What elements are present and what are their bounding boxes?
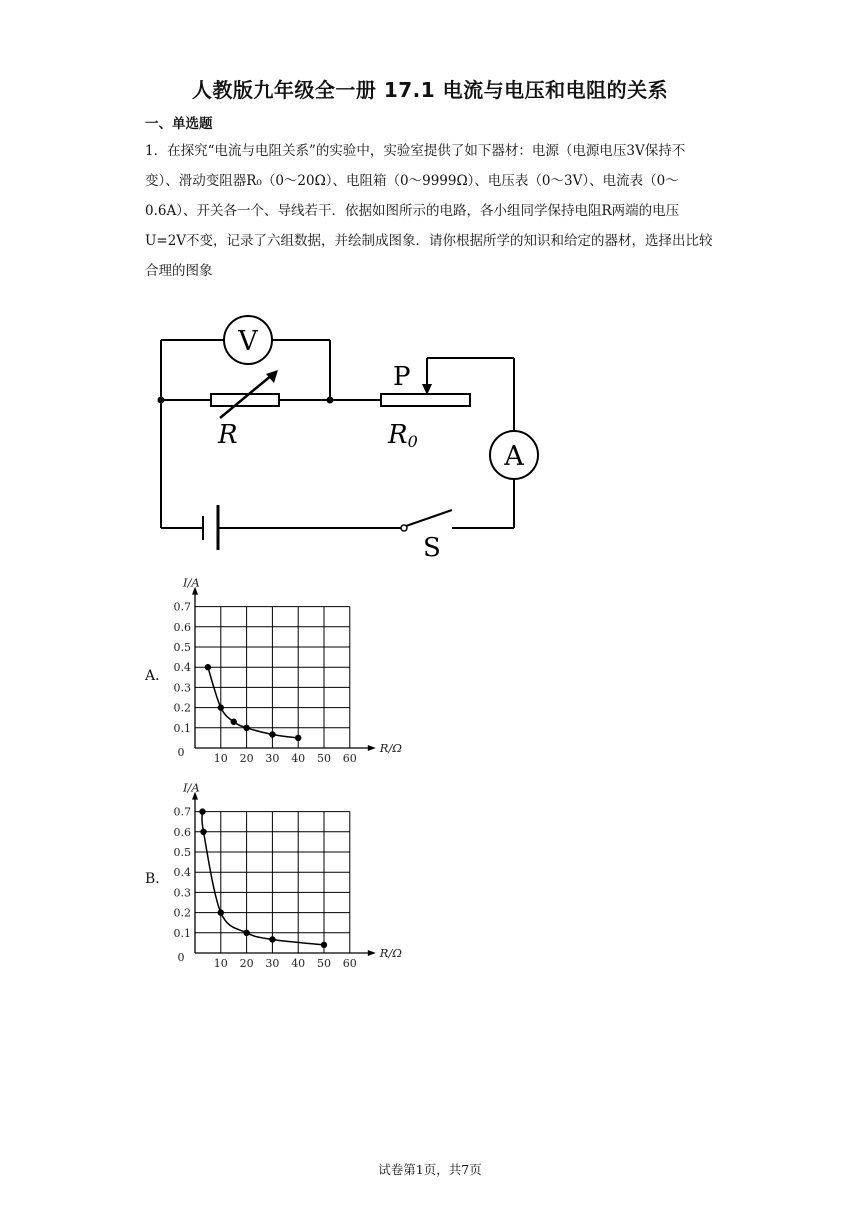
question-text	[145, 136, 717, 286]
question-body: 1．在探究“电流与电阻关系”的实验中，实验室提供了如下器材：电源（电源电压3V保持不变）、滑动变阻器R₀（0～20Ω）、电阻箱（0～9999Ω）、电压表（0～3V）、电流表（0～0.6A）、开关各一个、导线若干．依据如图所示的电路，各小组同学保持电阻R两端的电压U=2V不变，记录了六组数据，并绘制成图象．请你根据所学的知识和给定的器材，选择出比较合理的图象	[145, 143, 713, 279]
switch-label: S	[423, 533, 441, 562]
y-tick-label: 0.6	[173, 620, 191, 634]
x-tick-label: 20	[239, 752, 254, 765]
x-tick-label: 10	[213, 752, 228, 765]
slider-label: P	[393, 362, 411, 392]
option-b-label[interactable]: B．	[145, 871, 170, 887]
x-tick-label: 30	[265, 752, 280, 765]
x-tick-label: 40	[291, 752, 306, 765]
chart-option-a	[160, 565, 420, 775]
data-point	[200, 829, 206, 835]
x-tick-label: 50	[317, 752, 331, 765]
x-axis-arrow	[368, 950, 376, 956]
data-point	[269, 731, 275, 737]
data-point	[231, 719, 237, 725]
y-axis-label: I/A	[183, 575, 200, 590]
x-axis-arrow	[368, 745, 376, 751]
y-tick-label: 0.5	[173, 846, 191, 859]
series-curve	[208, 667, 298, 738]
y-tick-label: 0.3	[173, 681, 191, 695]
page-title: 人教版九年级全一册 17.1 电流与电压和电阻的关系	[191, 78, 669, 102]
voltmeter-label: V	[238, 326, 258, 357]
data-point	[269, 936, 275, 942]
ammeter-label: A	[504, 441, 524, 472]
y-tick-label: 0.2	[173, 701, 191, 715]
y-tick-label: 0.4	[173, 661, 191, 675]
x-axis-label: R/Ω	[379, 741, 402, 755]
chart-option-b	[160, 770, 420, 980]
origin-label: 0	[177, 951, 185, 964]
x-tick-label: 10	[213, 957, 228, 970]
y-tick-label: 0.4	[173, 866, 191, 880]
rheostat-box	[381, 394, 470, 406]
x-tick-label: 20	[239, 957, 254, 970]
y-tick-label: 0.1	[173, 721, 191, 735]
origin-label: 0	[177, 746, 185, 759]
y-tick-label: 0.2	[173, 906, 191, 920]
data-point	[295, 735, 301, 741]
data-point	[243, 930, 249, 936]
y-tick-label: 0.7	[173, 600, 191, 614]
rheostat-label: R0	[388, 420, 418, 451]
y-tick-label: 0.6	[173, 825, 191, 839]
data-point	[243, 725, 249, 731]
x-tick-label: 60	[342, 752, 357, 765]
data-point	[321, 942, 327, 948]
y-tick-label: 0.5	[173, 641, 191, 654]
resistor-label: R	[218, 420, 238, 450]
circuit-diagram	[150, 312, 550, 562]
x-axis-label: R/Ω	[379, 946, 402, 960]
data-point	[218, 704, 224, 710]
y-tick-label: 0.7	[173, 805, 191, 819]
x-tick-label: 50	[317, 957, 331, 970]
data-point	[218, 909, 224, 915]
x-tick-label: 60	[342, 957, 357, 970]
y-tick-label: 0.3	[173, 886, 191, 900]
data-point	[199, 808, 205, 814]
y-tick-label: 0.1	[173, 926, 191, 940]
x-tick-label: 40	[291, 957, 306, 970]
option-a-label[interactable]: A．	[145, 668, 170, 684]
y-axis-label: I/A	[183, 780, 200, 795]
section-heading: 一、单选题	[145, 116, 213, 132]
data-point	[205, 664, 211, 670]
page-footer: 试卷第1页，共7页	[378, 1162, 482, 1177]
x-tick-label: 30	[265, 957, 280, 970]
